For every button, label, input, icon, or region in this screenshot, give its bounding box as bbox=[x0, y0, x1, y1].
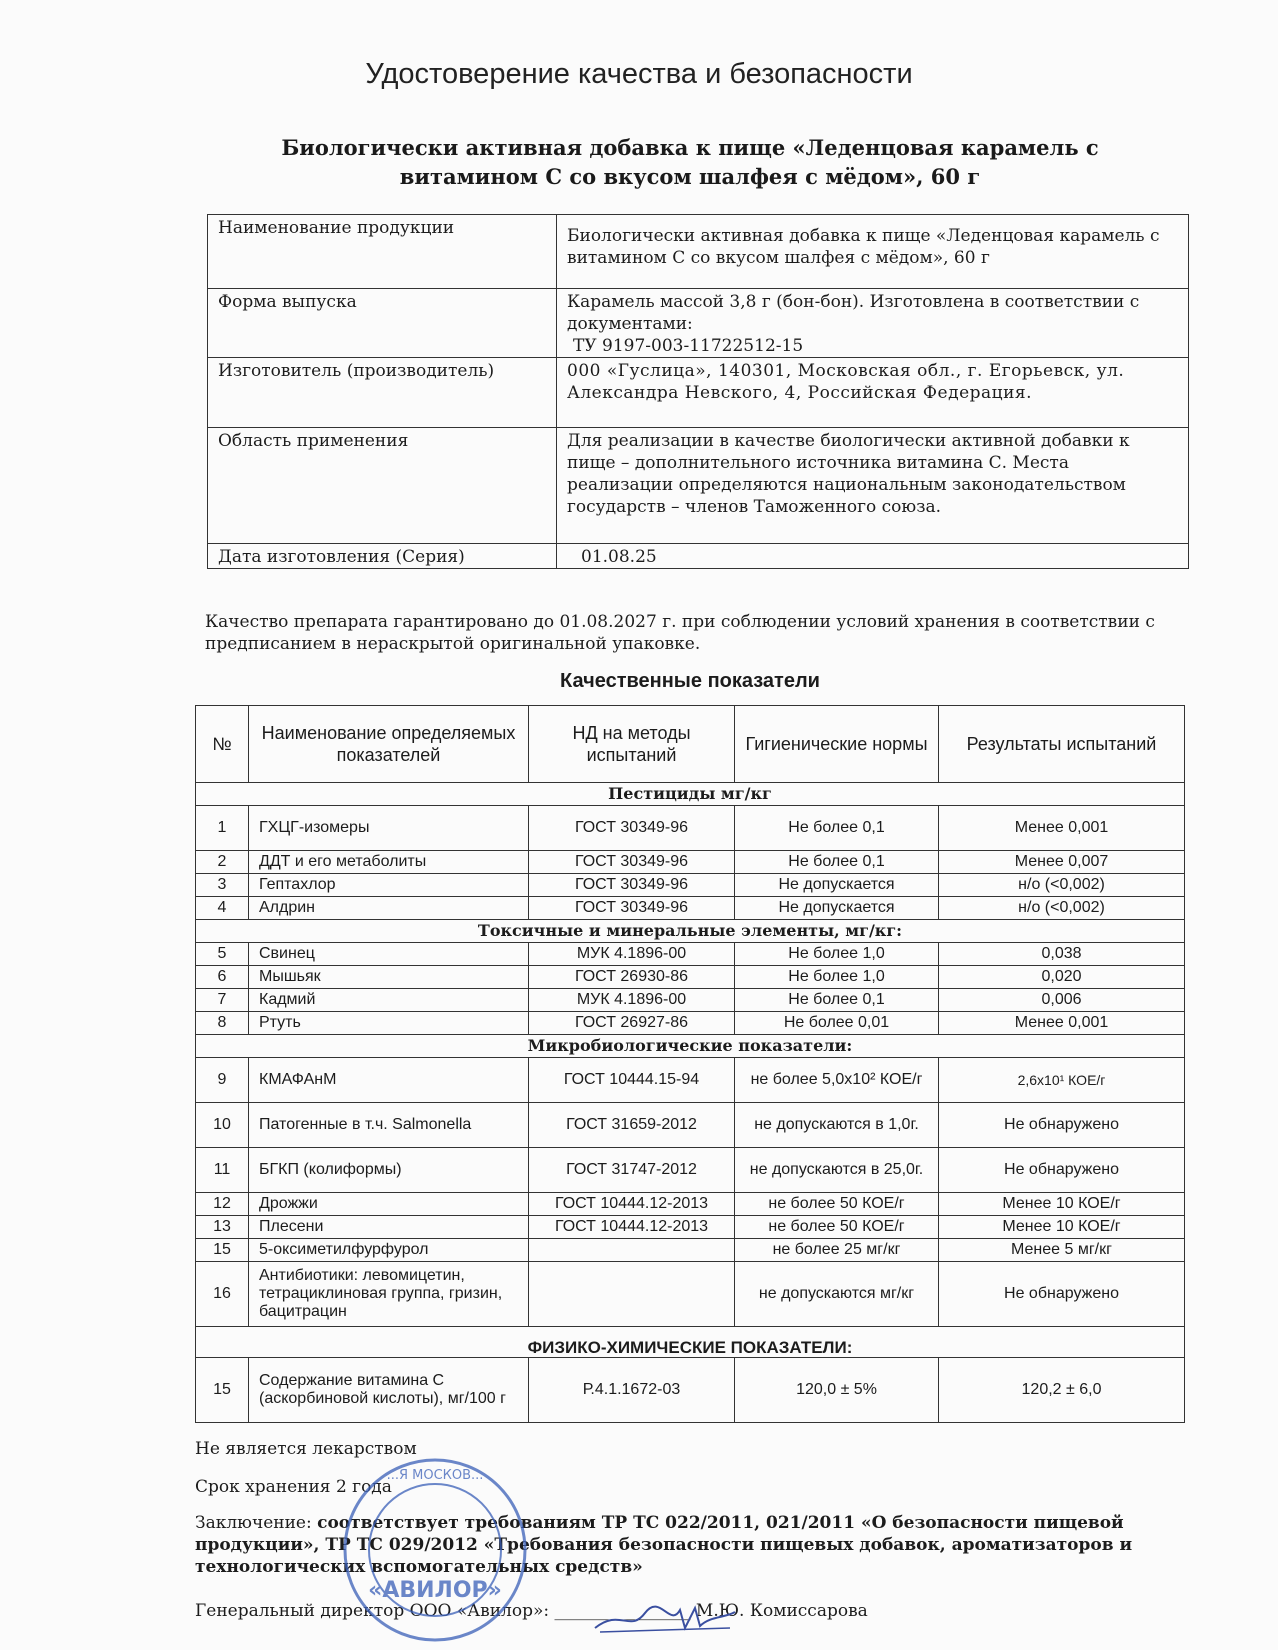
table-row bbox=[196, 1058, 1185, 1103]
table-row bbox=[196, 1148, 1185, 1193]
header-cell: Наименование определяемых показателей bbox=[249, 706, 529, 783]
cell-indicator: Алдрин bbox=[249, 897, 529, 920]
header-cell: Гигиенические нормы bbox=[735, 706, 939, 783]
cell-norm: не допускаются мг/кг bbox=[735, 1262, 939, 1327]
cell-method: ГОСТ 30349-96 bbox=[529, 897, 735, 920]
cell-norm: 120,0 ± 5% bbox=[735, 1358, 939, 1423]
cell-indicator: 5-оксиметилфурфурол bbox=[249, 1239, 529, 1262]
info-label: Наименование продукции bbox=[208, 215, 557, 289]
product-info-table bbox=[207, 214, 1189, 569]
cell-indicator: Содержание витамина С (аскорбиновой кислоты), мг/100 г bbox=[249, 1358, 529, 1423]
conclusion-text: соответствует требованиям ТР ТС 022/2011, 021/2011 «О безопасности пищевой продукции», ТР ТС 029/2012 «Требования безопасности пищевых добавок, ароматизаторов и технологических вспомогательных средств» bbox=[195, 1513, 1133, 1577]
section-row bbox=[196, 1035, 1185, 1058]
cell-norm: Не более 0,1 bbox=[735, 851, 939, 874]
conclusion-label: Заключение: bbox=[195, 1513, 312, 1533]
cell-indicator: ДДТ и его метаболиты bbox=[249, 851, 529, 874]
cell-indicator: Ртуть bbox=[249, 1012, 529, 1035]
cell-indicator: Патогенные в т.ч. Salmonella bbox=[249, 1103, 529, 1148]
cell-result: Не обнаружено bbox=[939, 1262, 1185, 1327]
product-heading-line-2: витамином С со вкусом шалфея с мёдом», 60 г bbox=[399, 164, 981, 189]
cell-result: н/о (<0,002) bbox=[939, 897, 1185, 920]
cell-norm: не допускаются в 1,0г. bbox=[735, 1103, 939, 1148]
cell-method bbox=[529, 1262, 735, 1327]
info-value: Для реализации в качестве биологически активной добавки к пище – дополнительного источника витамина С. Места реализации определяются национальным законодательством государств – членов Таможенного союза. bbox=[557, 428, 1189, 544]
cell-number: 15 bbox=[196, 1358, 249, 1423]
header-cell: № bbox=[196, 706, 249, 783]
table-row bbox=[196, 851, 1185, 874]
cell-method: ГОСТ 10444.12-2013 bbox=[529, 1216, 735, 1239]
cell-result: 0,038 bbox=[939, 943, 1185, 966]
header-cell: НД на методы испытаний bbox=[529, 706, 735, 783]
cell-result: Менее 0,007 bbox=[939, 851, 1185, 874]
header-cell: Результаты испытаний bbox=[939, 706, 1185, 783]
info-value-line: Биологически активная добавка к пище «Леденцовая карамель с bbox=[567, 226, 1160, 246]
product-heading bbox=[260, 133, 1120, 191]
info-value-line: витамином С со вкусом шалфея с мёдом», 60 г bbox=[567, 248, 990, 268]
table-row bbox=[196, 1262, 1185, 1327]
cell-norm: не более 50 КОЕ/г bbox=[735, 1193, 939, 1216]
table-row bbox=[196, 1239, 1185, 1262]
handwritten-signature bbox=[590, 1598, 740, 1638]
shelf-life-note: Срок хранения 2 года bbox=[195, 1477, 392, 1497]
cell-norm: не более 25 мг/кг bbox=[735, 1239, 939, 1262]
cell-norm: Не более 0,01 bbox=[735, 1012, 939, 1035]
cell-norm: не более 5,0x10² КОЕ/г bbox=[735, 1058, 939, 1103]
info-value bbox=[557, 215, 1189, 289]
cell-result: Не обнаружено bbox=[939, 1148, 1185, 1193]
cell-result: Менее 10 КОЕ/г bbox=[939, 1193, 1185, 1216]
cell-indicator: КМАФАнМ bbox=[249, 1058, 529, 1103]
signer-blank: ________________ bbox=[554, 1601, 691, 1621]
info-value-line: ТУ 9197-003-11722512-15 bbox=[573, 336, 804, 356]
info-row-form bbox=[208, 289, 1189, 358]
quality-table-title: Качественные показатели bbox=[560, 670, 820, 692]
table-row bbox=[196, 943, 1185, 966]
cell-number: 16 bbox=[196, 1262, 249, 1327]
cell-indicator: Плесени bbox=[249, 1216, 529, 1239]
stamp-top-text: ...Я МОСКОВ... bbox=[386, 1468, 484, 1483]
info-row-manufacturer bbox=[208, 358, 1189, 428]
quality-table-header bbox=[196, 706, 1185, 783]
info-label: Область применения bbox=[208, 428, 557, 544]
table-row bbox=[196, 1012, 1185, 1035]
cell-indicator: ГХЦГ-изомеры bbox=[249, 806, 529, 851]
cell-method: ГОСТ 26927-86 bbox=[529, 1012, 735, 1035]
cell-number: 12 bbox=[196, 1193, 249, 1216]
cell-result: 0,006 bbox=[939, 989, 1185, 1012]
cell-number: 9 bbox=[196, 1058, 249, 1103]
table-row bbox=[196, 874, 1185, 897]
cell-number: 11 bbox=[196, 1148, 249, 1193]
cell-method: МУК 4.1896-00 bbox=[529, 989, 735, 1012]
signer-name: М.Ю. Комиссарова bbox=[695, 1601, 868, 1621]
cell-method: МУК 4.1896-00 bbox=[529, 943, 735, 966]
cell-result: Менее 0,001 bbox=[939, 806, 1185, 851]
info-row-application bbox=[208, 428, 1189, 544]
cell-norm: не допускаются в 25,0г. bbox=[735, 1148, 939, 1193]
cell-indicator: Мышьяк bbox=[249, 966, 529, 989]
cell-method: ГОСТ 30349-96 bbox=[529, 851, 735, 874]
cell-result: 120,2 ± 6,0 bbox=[939, 1358, 1185, 1423]
section-title: Микробиологические показатели: bbox=[196, 1035, 1185, 1058]
cell-method: ГОСТ 10444.12-2013 bbox=[529, 1193, 735, 1216]
cell-method: ГОСТ 30349-96 bbox=[529, 874, 735, 897]
cell-norm: Не более 0,1 bbox=[735, 806, 939, 851]
cell-norm: Не более 1,0 bbox=[735, 943, 939, 966]
cell-number: 5 bbox=[196, 943, 249, 966]
info-row-date bbox=[208, 544, 1189, 569]
cell-number: 6 bbox=[196, 966, 249, 989]
cell-result: Менее 5 мг/кг bbox=[939, 1239, 1185, 1262]
cell-number: 2 bbox=[196, 851, 249, 874]
quality-table bbox=[195, 705, 1185, 1423]
table-row bbox=[196, 966, 1185, 989]
section-row bbox=[196, 1327, 1185, 1358]
cell-result: Менее 10 КОЕ/г bbox=[939, 1216, 1185, 1239]
cell-method: ГОСТ 31747-2012 bbox=[529, 1148, 735, 1193]
info-label: Дата изготовления (Серия) bbox=[208, 544, 557, 569]
table-row bbox=[196, 897, 1185, 920]
company-stamp bbox=[330, 1455, 540, 1645]
stamp-company-name: «АВИЛОР» bbox=[368, 1578, 502, 1603]
table-row bbox=[196, 1103, 1185, 1148]
info-label: Изготовитель (производитель) bbox=[208, 358, 557, 428]
cell-number: 10 bbox=[196, 1103, 249, 1148]
cell-norm: Не более 1,0 bbox=[735, 966, 939, 989]
cell-result: н/о (<0,002) bbox=[939, 874, 1185, 897]
cell-method: ГОСТ 30349-96 bbox=[529, 806, 735, 851]
not-drug-note: Не является лекарством bbox=[195, 1439, 417, 1459]
cell-indicator: Свинец bbox=[249, 943, 529, 966]
cell-number: 15 bbox=[196, 1239, 249, 1262]
cell-number: 3 bbox=[196, 874, 249, 897]
cell-norm: не более 50 КОЕ/г bbox=[735, 1216, 939, 1239]
cell-indicator: БГКП (колиформы) bbox=[249, 1148, 529, 1193]
cell-norm: Не допускается bbox=[735, 874, 939, 897]
document-title: Удостоверение качества и безопасности bbox=[365, 58, 913, 90]
cell-indicator: Антибиотики: левомицетин, тетрациклиновая группа, гризин, бацитрацин bbox=[249, 1262, 529, 1327]
signer-title: Генеральный директор ООО «Авилор»: bbox=[195, 1601, 550, 1621]
section-title: Пестициды мг/кг bbox=[196, 783, 1185, 806]
table-row bbox=[196, 1358, 1185, 1423]
cell-norm: Не допускается bbox=[735, 897, 939, 920]
cell-method: ГОСТ 31659-2012 bbox=[529, 1103, 735, 1148]
section-title: ФИЗИКО-ХИМИЧЕСКИЕ ПОКАЗАТЕЛИ: bbox=[196, 1327, 1185, 1358]
guarantee-text: Качество препарата гарантировано до 01.08.2027 г. при соблюдении условий хранения в соответствии с предписанием в нераскрытой оригинальной упаковке. bbox=[205, 612, 1155, 654]
table-row bbox=[196, 806, 1185, 851]
cell-result: Менее 0,001 bbox=[939, 1012, 1185, 1035]
cell-result: 0,020 bbox=[939, 966, 1185, 989]
cell-method: Р.4.1.1672-03 bbox=[529, 1358, 735, 1423]
info-value-line: Карамель массой 3,8 г (бон-бон). Изготовлена в соответствии с документами: bbox=[567, 292, 1140, 334]
cell-method: ГОСТ 26930-86 bbox=[529, 966, 735, 989]
info-value bbox=[557, 289, 1189, 358]
section-row bbox=[196, 783, 1185, 806]
cell-result: Не обнаружено bbox=[939, 1103, 1185, 1148]
table-row bbox=[196, 1216, 1185, 1239]
cell-indicator: Кадмий bbox=[249, 989, 529, 1012]
section-title: Токсичные и минеральные элементы, мг/кг: bbox=[196, 920, 1185, 943]
cell-method: ГОСТ 10444.15-94 bbox=[529, 1058, 735, 1103]
cell-indicator: Гептахлор bbox=[249, 874, 529, 897]
cell-result: 2,6x10¹ КОЕ/г bbox=[939, 1058, 1185, 1103]
table-row bbox=[196, 1193, 1185, 1216]
table-row bbox=[196, 989, 1185, 1012]
info-value: 000 «Гуслица», 140301, Московская обл., г. Егорьевск, ул. Александра Невского, 4, Российская Федерация. bbox=[557, 358, 1189, 428]
cell-norm: Не более 0,1 bbox=[735, 989, 939, 1012]
info-row-product-name bbox=[208, 215, 1189, 289]
cell-number: 13 bbox=[196, 1216, 249, 1239]
product-heading-line-1: Биологически активная добавка к пище «Леденцовая карамель с bbox=[281, 135, 1099, 160]
cell-method bbox=[529, 1239, 735, 1262]
cell-number: 8 bbox=[196, 1012, 249, 1035]
section-row bbox=[196, 920, 1185, 943]
cell-number: 4 bbox=[196, 897, 249, 920]
cell-number: 7 bbox=[196, 989, 249, 1012]
cell-indicator: Дрожжи bbox=[249, 1193, 529, 1216]
cell-number: 1 bbox=[196, 806, 249, 851]
info-label: Форма выпуска bbox=[208, 289, 557, 358]
info-value: 01.08.25 bbox=[557, 544, 1189, 569]
